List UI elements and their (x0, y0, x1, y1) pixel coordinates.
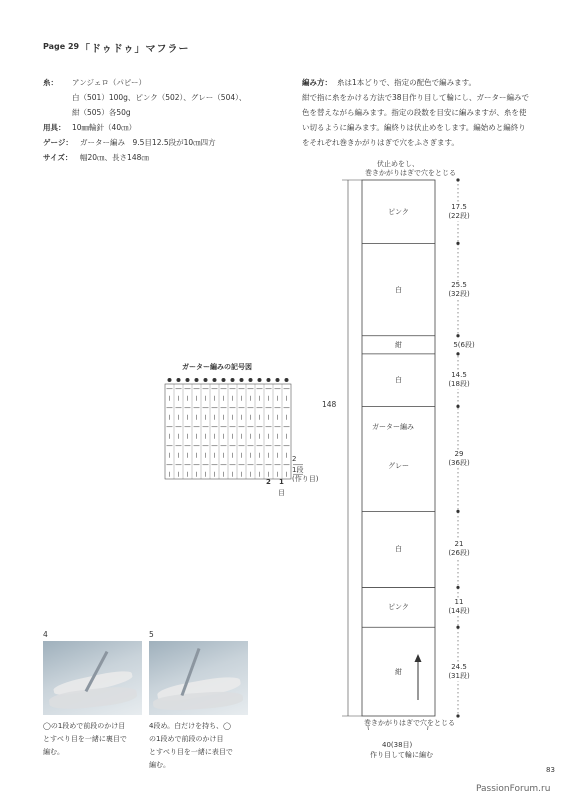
yarn-line-3: 紺（505）各50g (72, 108, 131, 117)
section-color-label: 白 (395, 545, 402, 554)
photo-caption-5 (149, 720, 233, 772)
bind-off-dot (285, 378, 289, 382)
watermark: PassionForum.ru (476, 784, 551, 794)
col-label-2: 2 (266, 478, 271, 486)
bind-off-dot (276, 378, 280, 382)
col-unit: 目 (278, 489, 285, 497)
bind-off-dot (249, 378, 253, 382)
muffler-outline (362, 180, 435, 716)
section-dimension-label: 21 (26段) (444, 540, 474, 558)
method-line-1: 糸は1本どりで、指定の配色で編みます。 (337, 78, 477, 87)
bind-off-dot (258, 378, 262, 382)
section-color-label: 白 (395, 376, 402, 385)
section-color-label: 紺 (395, 340, 402, 349)
caption-4-line-3: 編む。 (43, 748, 64, 756)
caption-5-line-4: 編む。 (149, 761, 170, 769)
photo-step-4 (43, 641, 142, 715)
caption-5-line-3: とすべり目を一緒に表目で (149, 748, 233, 756)
page-label: Page 29 (43, 42, 80, 51)
cast-on-note: 作り目して輪に編む (370, 751, 433, 759)
bind-off-dot (168, 378, 172, 382)
bind-off-dot (231, 378, 235, 382)
chart-top-dots (168, 378, 289, 382)
caption-5-line-2: の1段めで前段のかけ目 (149, 735, 224, 743)
bind-off-dot (195, 378, 199, 382)
section-dimension-label: 24.5 (31段) (444, 663, 474, 681)
section-dimension-label: 25.5 (32段) (444, 281, 474, 299)
caption-4-line-2: とすべり目を一緒に裏目で (43, 735, 127, 743)
arrow-head-icon (415, 654, 422, 662)
bind-off-dot (204, 378, 208, 382)
photo-number-5: 5 (149, 630, 154, 639)
bind-off-dot (186, 378, 190, 382)
bind-off-dot (213, 378, 217, 382)
size-label: サイズ： (43, 153, 73, 162)
row-label-1: 1段 (292, 466, 304, 474)
col-label-1: 1 (279, 478, 284, 486)
tools-label: 用具： (43, 123, 66, 132)
method-line-4: い切るように編みます。編終りは伏止めをします。編始めと編終り (302, 123, 526, 132)
section-dimension-label: 14.5 (18段) (444, 371, 474, 389)
caption-4-line-1: ◯の1段めで前段のかけ目 (43, 722, 126, 730)
bind-off-dot (222, 378, 226, 382)
section-dimension-label: 11 (14段) (444, 598, 474, 616)
bind-off-dot (177, 378, 181, 382)
chart-title: ガーター編みの記号図 (182, 363, 252, 371)
row-label-2: 2 (292, 455, 297, 463)
page-number: 83 (546, 766, 555, 774)
method-line-2: 紺で指に糸をかける方法で38目作り目して輪にし、ガーター編みで (302, 93, 530, 102)
tools-value: 10㎜輪針（40㎝） (72, 123, 137, 132)
section-dimension-label: 29 (36段) (444, 450, 474, 468)
dimension-dot (456, 352, 459, 355)
total-length-label: 148 (322, 400, 337, 409)
caption-5-line-1: 4段め。白だけを持ち、◯ (149, 722, 232, 730)
dimension-dot (456, 510, 459, 513)
method-label: 編み方： (302, 78, 332, 87)
section-dimension-label: 17.5 (22段) (444, 203, 474, 221)
method-line-5: をそれぞれ巻きかがりはぎで穴をふさぎます。 (302, 138, 459, 147)
section-color-label: 白 (395, 285, 402, 294)
section-color-label: ピンク (388, 207, 409, 216)
section-color-label: ピンク (388, 603, 409, 612)
dimension-dot (456, 586, 459, 589)
row-note: (作り目) (292, 475, 319, 483)
dimension-dot (456, 178, 459, 181)
top-note-2: 巻きかがりはぎで穴をとじる (365, 169, 456, 177)
dimension-dot (456, 626, 459, 629)
photo-step-5 (149, 641, 248, 715)
dimension-dot (456, 242, 459, 245)
size-value: 幅20㎝、長さ148㎝ (80, 153, 149, 162)
method-line-3: 色を替えながら編みます。指定の段数を目安に編みますが、糸を使 (302, 108, 527, 117)
yarn-label: 糸： (43, 78, 58, 87)
bind-off-dot (240, 378, 244, 382)
section-color-label: グレー (388, 461, 409, 470)
bottom-note: 巻きかがりはぎで穴をとじる (364, 719, 455, 727)
top-note-1: 伏止めをし、 (377, 160, 419, 168)
yarn-line-1: アンジェロ（パピー） (72, 78, 147, 87)
bind-off-dot (267, 378, 271, 382)
dimension-dot (456, 714, 459, 717)
dimension-dot (456, 405, 459, 408)
photo-caption-4 (43, 720, 127, 759)
dimension-dot (456, 334, 459, 337)
photo-number-4: 4 (43, 630, 48, 639)
chart-grid (165, 384, 303, 479)
section-dimension-label: 5(6段) (444, 340, 484, 350)
gauge-value: ガーター編み 9.5目12.5段が10㎝四方 (80, 138, 216, 147)
cast-on-count: 40(38目) (382, 741, 413, 749)
yarn-line-2: 白（501）100g、ピンク（502）、グレー（504）、 (72, 93, 247, 102)
section-color-label: 紺 (395, 667, 402, 676)
gauge-label: ゲージ： (43, 138, 73, 147)
stitch-label: ガーター編み (372, 423, 414, 431)
page-title: 「ドゥドゥ」マフラー (80, 44, 190, 55)
symbol-chart (160, 374, 310, 504)
